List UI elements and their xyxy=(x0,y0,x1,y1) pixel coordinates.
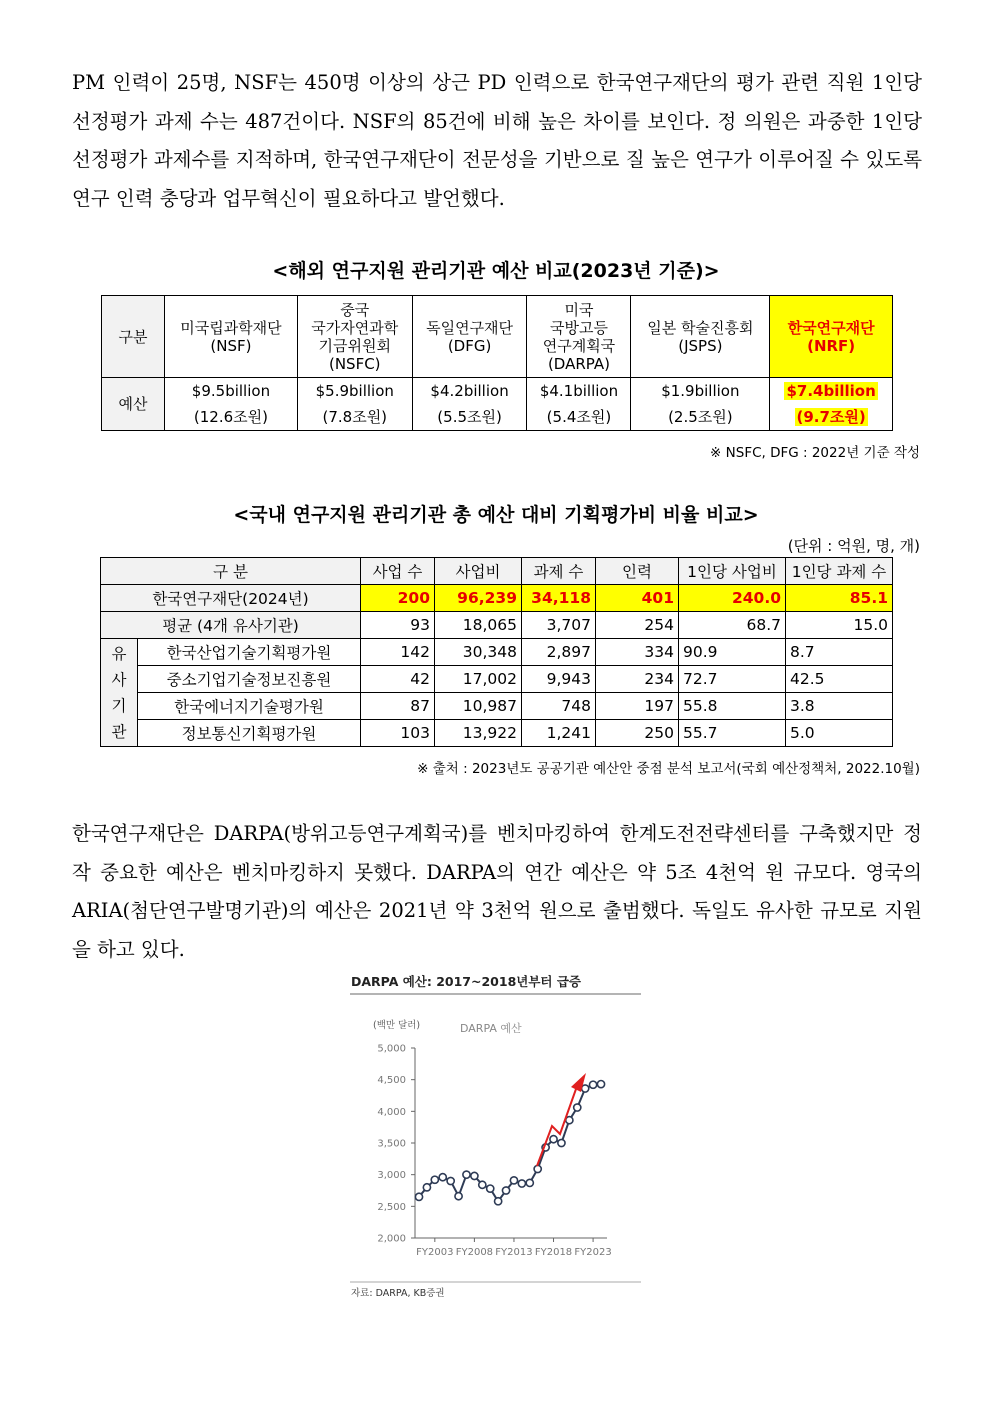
budget-nsf: $9.5billion xyxy=(165,378,298,405)
data-point xyxy=(510,1177,517,1184)
x-tick-label: FY2018 xyxy=(534,1247,573,1258)
x-tick-label: FY2003 xyxy=(416,1247,454,1258)
row-label: 평균 (4개 유사기관) xyxy=(101,612,361,639)
budget-nrf: $7.4billion xyxy=(786,382,876,400)
data-point xyxy=(487,1185,494,1192)
data-point xyxy=(463,1171,470,1178)
table1-header-label: 구분 xyxy=(102,296,165,378)
krw-nsf: (12.6조원) xyxy=(165,404,298,431)
header-staff: 인력 xyxy=(596,558,679,585)
data-point xyxy=(589,1081,596,1088)
x-tick-label: FY2023 xyxy=(574,1247,612,1258)
chart-series xyxy=(415,1081,604,1205)
data-point xyxy=(502,1187,509,1194)
data-point xyxy=(415,1193,422,1200)
domestic-ratio-table xyxy=(100,557,893,747)
table-row: 유 사 기 관 한국산업기술기획평가원 142 30,348 2,897 334 90.9 8.7 xyxy=(101,639,893,666)
data-point xyxy=(439,1174,446,1181)
row-label: 정보통신기획평가원 xyxy=(138,720,361,747)
budget-jsps: $1.9billion xyxy=(631,378,770,405)
krw-jsps: (2.5조원) xyxy=(631,404,770,431)
darpa-budget-chart xyxy=(345,966,645,1306)
table1-title: <해외 연구지원 관리기관 예산 비교(2023년 기준)> xyxy=(272,260,720,282)
row-label: 한국에너지기술평가원 xyxy=(138,693,361,720)
y-tick-label: 2,500 xyxy=(377,1201,406,1213)
data-point xyxy=(455,1193,462,1200)
data-point xyxy=(574,1104,581,1111)
row-label: 한국산업기술기획평가원 xyxy=(138,639,361,666)
agency-nrf: 한국연구재단 (NRF) xyxy=(770,296,893,378)
header-tasks: 과제 수 xyxy=(522,558,596,585)
table2-unit: (단위 : 억원, 명, 개) xyxy=(787,537,920,555)
data-point xyxy=(479,1181,486,1188)
data-point xyxy=(550,1136,557,1143)
table-row: 정보통신기획평가원 103 13,922 1,241 250 55.7 5.0 xyxy=(101,720,893,747)
table2-title: <국내 연구지원 관리기관 총 예산 대비 기획평가비 비율 비교> xyxy=(233,504,759,526)
data-point xyxy=(534,1165,541,1172)
header-projects: 사업 수 xyxy=(361,558,435,585)
agency-darpa: 미국 국방고등 연구계획국 (DARPA) xyxy=(527,296,631,378)
budget-label: 예산 xyxy=(102,378,165,431)
table-row: 한국연구재단(2024년) 200 96,239 34,118 401 240.0 85.1 xyxy=(101,585,893,612)
table-row: 한국에너지기술평가원 87 10,987 748 197 55.8 3.8 xyxy=(101,693,893,720)
agency-nsf: 미국립과학재단 (NSF) xyxy=(165,296,298,378)
data-point xyxy=(518,1180,525,1187)
agency-dfg: 독일연구재단 (DFG) xyxy=(412,296,527,378)
y-tick-label: 5,000 xyxy=(377,1043,406,1055)
krw-darpa: (5.4조원) xyxy=(527,404,631,431)
data-point xyxy=(423,1184,430,1191)
y-tick-label: 2,000 xyxy=(377,1233,406,1245)
chart-svg xyxy=(345,966,645,1306)
krw-nrf: (9.7조원) xyxy=(796,408,866,426)
budget-darpa: $4.1billion xyxy=(527,378,631,405)
chart-title: DARPA 예산: 2017~2018년부터 급증 xyxy=(351,974,581,989)
agency-nsfc: 중국 국가자연과학 기금위원회 (NSFC) xyxy=(297,296,412,378)
y-tick-label: 4,500 xyxy=(377,1075,406,1087)
data-point xyxy=(526,1179,533,1186)
table2-source: ※ 출처 : 2023년도 공공기관 예산안 중점 분석 보고서(국회 예산정책처, 2022.10월) xyxy=(417,761,920,777)
data-point xyxy=(558,1139,565,1146)
data-point xyxy=(471,1172,478,1179)
data-point xyxy=(431,1176,438,1183)
krw-nsfc: (7.8조원) xyxy=(297,404,412,431)
row-label: 중소기업기술정보진흥원 xyxy=(138,666,361,693)
budget-dfg: $4.2billion xyxy=(412,378,527,405)
series-line xyxy=(419,1084,601,1201)
x-tick-label: FY2008 xyxy=(455,1247,494,1258)
chart-source: 자료: DARPA, KB증권 xyxy=(351,1288,445,1299)
chart-ylabel: (백만 달러) xyxy=(373,1020,421,1031)
data-point xyxy=(447,1177,454,1184)
x-tick-label: FY2013 xyxy=(495,1247,533,1258)
header-category: 구 분 xyxy=(101,558,361,585)
header-tasks-per-person: 1인당 과제 수 xyxy=(786,558,893,585)
chart-axes xyxy=(377,1044,611,1259)
agency-jsps: 일본 학술진흥회 (JSPS) xyxy=(631,296,770,378)
row-label: 한국연구재단(2024년) xyxy=(101,585,361,612)
header-budget: 사업비 xyxy=(435,558,522,585)
table-row: 평균 (4개 유사기관) 93 18,065 3,707 254 68.7 15.0 xyxy=(101,612,893,639)
similar-group-label: 유 사 기 관 xyxy=(101,639,138,747)
table-row: 중소기업기술정보진흥원 42 17,002 9,943 234 72.7 42.5 xyxy=(101,666,893,693)
krw-dfg: (5.5조원) xyxy=(412,404,527,431)
data-point xyxy=(582,1085,589,1092)
y-tick-label: 3,500 xyxy=(377,1138,406,1150)
darpa-paragraph: 한국연구재단은 DARPA(방위고등연구계획국)를 벤치마킹하여 한계도전전략센터를 구축했지만 정작 중요한 예산은 벤치마킹하지 못했다. DARPA의 연간 예산은 약 5조 4천억 원 규모다. 영국의 ARIA(첨단연구발명기관)의 예산은 2021년 약 3천억 원으로 출범했다. 독일도 유사한 규모로 지원을 하고 있다. xyxy=(72,822,922,961)
data-point xyxy=(597,1081,604,1088)
data-point xyxy=(495,1198,502,1205)
budget-nsfc: $5.9billion xyxy=(297,378,412,405)
header-budget-per-person: 1인당 사업비 xyxy=(679,558,786,585)
overseas-budget-table xyxy=(101,295,893,431)
y-tick-label: 3,000 xyxy=(377,1170,406,1182)
y-tick-label: 4,000 xyxy=(377,1106,406,1118)
table1-note: ※ NSFC, DFG : 2022년 기준 작성 xyxy=(710,445,920,461)
intro-paragraph: PM 인력이 25명, NSF는 450명 이상의 상근 PD 인력으로 한국연구재단의 평가 관련 직원 1인당 선정평가 과제 수는 487건이다. NSF의 85건에 비해 높은 차이를 보인다. 정 의원은 과중한 1인당 선정평가 과제수를 지적하며, 한국연구재단이 전문성을 기반으로 질 높은 연구가 이루어질 수 있도록 연구 인력 충당과 업무혁신이 필요하다고 발언했다. xyxy=(72,71,922,210)
chart-series-label: DARPA 예산 xyxy=(460,1022,522,1035)
